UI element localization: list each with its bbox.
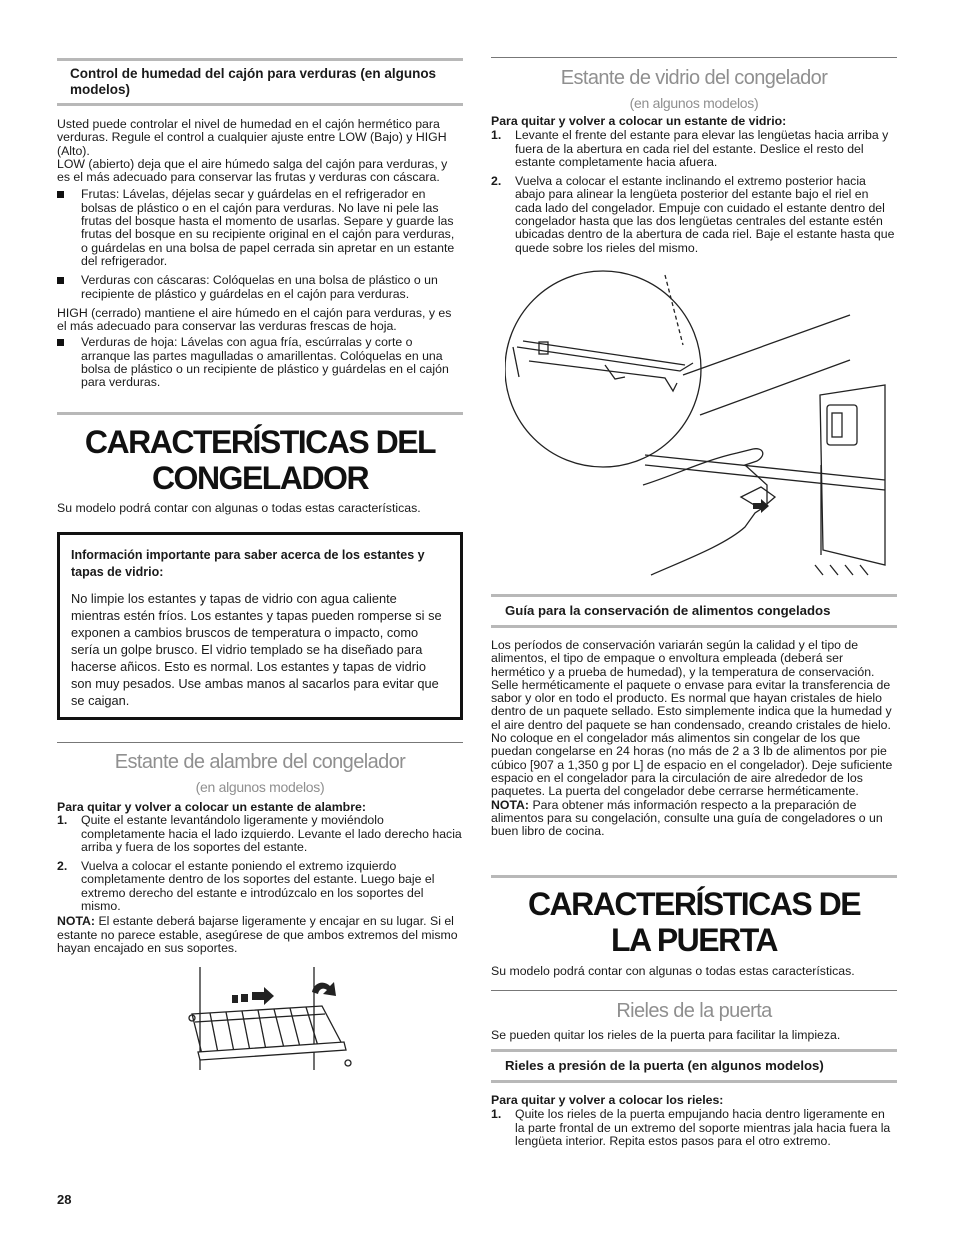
divider (491, 594, 897, 597)
divider (491, 1049, 897, 1052)
wire-shelf-note: NOTA: El estante deberá bajarse ligeramente y encajar en su lugar. Si el estante no parece estable, asegúrese de que ambos extremos del mismo hayan encajado en sus soportes. (57, 914, 458, 955)
door-rails-intro: Se pueden quitar los rieles de la puerta para facilitar la limpieza. (491, 1028, 841, 1042)
divider (491, 875, 897, 878)
step-item: 1. Levante el frente del estante para elevar las lengüetas hacia arriba y fuera de la abertura en cada riel del estante. Deslice el resto del estante completamente hacia afuera. (491, 128, 889, 169)
step-item: 1. Quite el estante levantándolo ligeramente y moviéndolo completamente hacia el lado izquierdo. Levante el lado derecho hacia arriba y fuera de los soportes del estante. (57, 813, 462, 854)
glass-warning-box (57, 532, 463, 720)
glass-shelf-instr: Para quitar y volver a colocar un estante de vidrio: (491, 114, 787, 128)
freezer-intro: Su modelo podrá contar con algunas o todas estas características. (57, 501, 421, 515)
humidity-heading: Control de humedad del cajón para verduras (en algunos modelos) (70, 66, 437, 97)
divider (57, 58, 463, 61)
frozen-guide-heading: Guía para la conservación de alimentos congelados (505, 603, 831, 618)
wire-shelf-instructions (57, 801, 463, 955)
glass-shelf-subtitle: (en algunos modelos) (629, 95, 759, 111)
divider (491, 57, 897, 58)
divider (57, 742, 463, 743)
frozen-guide-p1: Los períodos de conservación variarán según la calidad y el tipo de alimentos, el tipo de empaque o envoltura empleada (deberá ser hermético y a prueba de humedad), y la temperatura de conservación. Selle herméticamente el paquete o envase para evitar la transferencia de sabor y olor en todo el producto. Es normal que hayan cristales de hielo dentro de un paquete sellado. Esto simplemente indica que la humedad y el aire dentro del paquete se han condensado, creando cristales de hielo. (491, 638, 892, 732)
humidity-low: LOW (abierto) deja que el aire húmedo salga del cajón para verduras, y es el más adecuado para conservar las frutas y verduras con cáscara. (57, 156, 448, 185)
box-heading: Información importante para saber acerca de los estantes y tapas de vidrio: (71, 548, 425, 579)
frozen-guide-p2: No coloque en el congelador más alimentos sin congelar de los que puedan congelarse en 24 horas (no más de 2 a 3 lb de alimentos por pie cúbico [907 a 1,350 g por L] de espacio en el congelador). Deje suficiente espacio en el congelador para la circulación de aire alrededor de los paquetes. La puerta del congelador debe cerrarse herméticamente. (491, 731, 893, 799)
bullet-item: Verduras con cáscaras: Colóquelas en una bolsa de plástico o un recipiente de plástico y guárdelas en el cajón para verduras. (57, 274, 463, 301)
wire-shelf-illustration (180, 962, 360, 1072)
freezer-features-title: CARACTERÍSTICAS DEL CONGELADOR (84, 424, 436, 496)
glass-shelf-title: Estante de vidrio del congelador (560, 67, 828, 89)
door-rails-instr: Para quitar y volver a colocar los rieles: (491, 1093, 724, 1107)
divider (491, 1080, 897, 1083)
humidity-high: HIGH (cerrado) mantiene el aire húmedo en el cajón para verduras, y es el más adecuado para conservar las verduras frescas de hoja. (57, 305, 452, 334)
divider (491, 625, 897, 628)
divider (491, 990, 897, 991)
divider (57, 412, 463, 415)
wire-shelf-subtitle: (en algunos modelos) (195, 779, 325, 795)
frozen-guide-body (491, 639, 897, 838)
step-item: 1. Quite los rieles de la puerta empujando hacia dentro ligeramente en la parte frontal de un extremo del soporte mientras jala hacia fuera la lengüeta interior. Repita estos pasos para el otro extremo. (491, 1107, 891, 1148)
page-number: 28 (57, 1192, 72, 1207)
humidity-section (57, 118, 463, 390)
snap-rails-heading: Rieles a presión de la puerta (en algunos modelos) (505, 1058, 824, 1073)
glass-shelf-instructions (491, 115, 897, 255)
humidity-intro: Usted puede controlar el nivel de humedad en el cajón hermético para verduras. Regule el control a cualquier ajuste entre LOW (Bajo) y HIGH (Alto). (57, 117, 447, 158)
bullet-item: Frutas: Lávelas, déjelas secar y guárdelas en el refrigerador en bolsas de plástico o en el cajón para verduras. No lave ni pele las frutas del bosque hasta el momento de usarlas. Separe y guarde las frutas del bosque en su recipiente original en el cajón para verduras, o guárdelas en una bolsa de papel cerrada sin apretar en un estante del refrigerador. (57, 188, 463, 268)
door-rails-instructions (491, 1094, 897, 1148)
bullet-item: Verduras de hoja: Lávelas con agua fría, escúrralas y corte o arranque las partes magulladas o amarillentas. Colóquelas en una bolsa de plástico o un recipiente de plástico y guárdelas en el cajón para verduras. (57, 336, 463, 389)
step-item: 2. Vuelva a colocar el estante inclinando el extremo posterior hacia abajo para alinear la lengüeta posterior del estante bajo el riel en cada lado del congelador. Empuje con cuidado el estante dentro del congelador hasta que las dos lengüetas centrales del estante estén ubicadas dentro de la abertura de cada riel. Baje el estante hasta que quede sobre los rieles del mismo. (491, 174, 895, 255)
wire-shelf-title: Estante de alambre del congelador (114, 751, 406, 773)
door-intro: Su modelo podrá contar con algunas o todas estas características. (491, 964, 855, 978)
divider (57, 103, 463, 106)
wire-shelf-instr: Para quitar y volver a colocar un estante de alambre: (57, 800, 366, 814)
step-item: 2. Vuelva a colocar el estante poniendo el extremo izquierdo completamente dentro de los soportes del estante. Luego baje el extremo derecho del estante e introdúzcalo en los soportes del mismo. (57, 859, 435, 914)
door-rails-title: Rieles de la puerta (616, 1000, 772, 1022)
glass-shelf-illustration (505, 265, 895, 585)
box-text: No limpie los estantes y tapas de vidrio con agua caliente mientras estén fríos. Los estantes y tapas pueden romperse si se exponen a cambios bruscos de temperatura o impacto, como sería un golpe brusco. El vidrio templado se ha diseñado para hacerse añicos. Esto es normal. Los estantes y tapas de vidrio son muy pesados. Use ambas manos al sacarlos para evitar que se caigan. (71, 591, 442, 708)
door-features-title: CARACTERÍSTICAS DE LA PUERTA (527, 886, 861, 958)
frozen-guide-note: NOTA: Para obtener más información respecto a la preparación de alimentos para su congelación, consulte una guía de congeladores o un buen libro de cocina. (491, 797, 883, 839)
